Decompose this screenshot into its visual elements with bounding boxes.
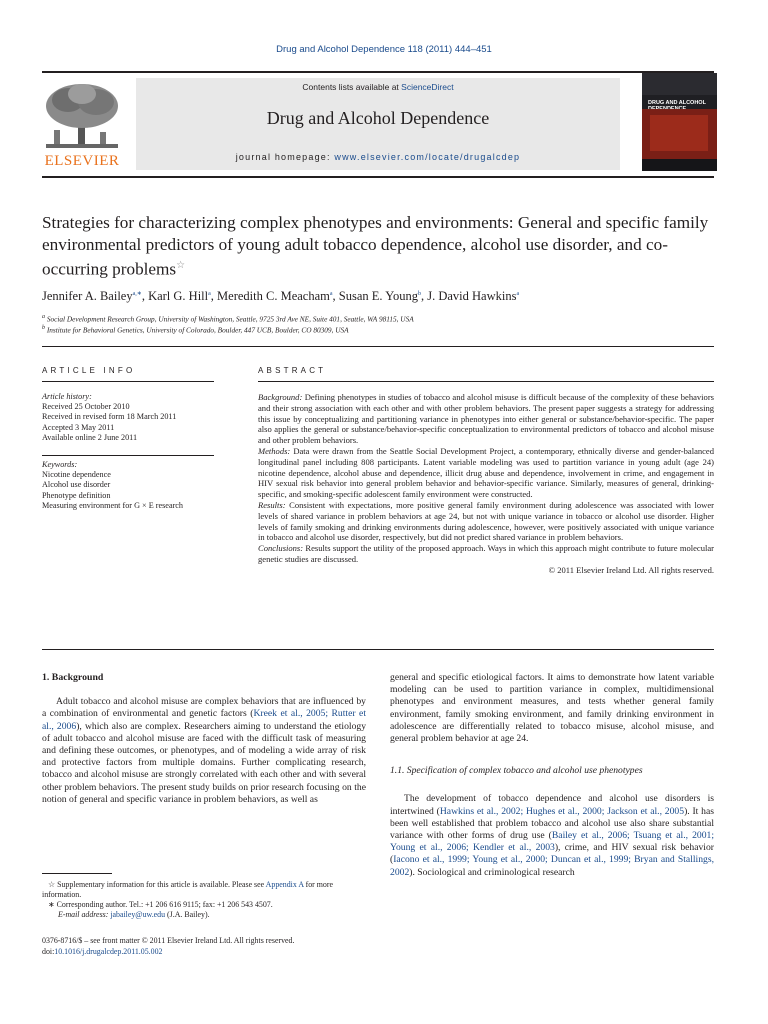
footnote-supplementary: ☆ Supplementary information for this article is available. Please see Appendix A for more information. xyxy=(42,880,333,899)
citation-link[interactable]: Hawkins et al., 2002; Hughes et al., 2000; Jackson et al., 2005 xyxy=(439,805,685,817)
author-separator: , xyxy=(141,289,149,303)
doi-link[interactable]: 10.1016/j.drugalcdep.2011.05.002 xyxy=(54,947,163,956)
cover-art-icon xyxy=(642,73,717,171)
footnote-email: E-mail address: jabailey@uw.edu (J.A. Bailey). xyxy=(58,910,210,919)
abstract-rule-bottom xyxy=(42,649,714,650)
journal-cover-image xyxy=(642,73,717,171)
footnote-rule xyxy=(42,873,112,874)
author-separator: , xyxy=(210,289,218,303)
journal-citation[interactable]: Drug and Alcohol Dependence 118 (2011) 444–451 xyxy=(276,44,492,55)
author-affiliation-mark[interactable]: b xyxy=(417,290,421,297)
abstract-conclusions: Conclusions: Results support the utility of the proposed approach. Ways in which this approach might contribute to future molecular genetic studies are discussed. xyxy=(258,543,714,564)
author-affiliation-mark[interactable]: a,∗ xyxy=(132,290,142,297)
abstract-body xyxy=(258,392,714,576)
history-item: Available online 2 June 2011 xyxy=(42,432,138,442)
abstract-copyright: © 2011 Elsevier Ireland Ltd. All rights reserved. xyxy=(548,564,714,575)
cover-title: DRUG AND ALCOHOL xyxy=(648,100,706,106)
abstract-background: Background: Defining phenotypes in studies of tobacco and alcohol misuse is difficult because of the complexity of these behaviors and their strong association with each other and with other problem behaviors. The present paper suggests a strategy for addressing this issue by conceptualizing and partitioning variance in phenotypes into either general or substance/behavior-specific. The paper also applies the general or substance/behavior-specific conceptualization to environmental predictors of tobacco and alcohol misuse and other problem behaviors. xyxy=(258,392,714,446)
info-rule-mid xyxy=(42,455,214,456)
author-name: Karl G. Hill xyxy=(148,289,209,303)
email-link[interactable]: jabailey@uw.edu xyxy=(110,910,166,919)
article-history: Article history: Received 25 October 2010 Received in revised form 18 March 2011 Accepted 3 May 2011 Available online 2 June 2011 xyxy=(42,392,212,443)
contents-line: Contents lists available at ScienceDirect xyxy=(302,82,454,92)
section-heading-phenotypes: 1.1. Specification of complex tobacco and alcohol use phenotypes xyxy=(390,765,643,777)
abstract-methods: Methods: Data were drawn from the Seattle Social Development Project, a contemporary, ethnically diverse and gender-balanced longitudinal panel including 808 participants. Latent variable modeling was used to partition variance in young adult (age 24) nicotine dependence, alcohol abuse and dependence, illicit drug abuse and dependence, involvement in crime, and engagement in HIV sexual risk behavior into general problem behavior and behavior-specific variance. Similarly, measures of general, drinking-specific, and smoking-specific adolescent family environment were constructed. xyxy=(258,445,714,500)
tree-icon xyxy=(40,80,124,152)
keyword-item: Phenotype definition xyxy=(42,490,111,500)
footnotes xyxy=(42,880,372,920)
section-heading-background: 1. Background xyxy=(42,672,104,683)
abstract-heading: ABSTRACT xyxy=(258,366,327,375)
keyword-item: Measuring environment for G × E research xyxy=(42,500,184,510)
footnote-corresponding: ∗ Corresponding author. Tel.: +1 206 616 9115; fax: +1 206 543 4507. xyxy=(48,900,273,909)
paragraph-3: The development of tobacco dependence and alcohol use disorders is intertwined (Hawkins et al., 2002; Hughes et al., 2000; Jackson et al., 2005). It has been well established that problem tobacco and alcohol use also share substantial variance with other forms of drug use (Bailey et al., 2006; Tsuang et al., 2001; Young et al., 2006; Kendler et al., 2003), crime, and HIV sexual risk behavior (Iacono et al., 1999; Young et al., 2000; Duncan et al., 1999; Bryan and Stallings, 2002). Sociological and criminological research xyxy=(390,793,714,878)
history-item: Received in revised form 18 March 2011 xyxy=(42,412,177,422)
elsevier-logo xyxy=(40,80,124,170)
history-item: Received 25 October 2010 xyxy=(42,402,130,412)
appendix-link[interactable]: Appendix A xyxy=(265,880,304,889)
header-bottom-rule xyxy=(42,176,714,178)
journal-title: Drug and Alcohol Dependence xyxy=(266,108,490,128)
author-name: Susan E. Young xyxy=(338,289,418,303)
header-rule xyxy=(42,71,714,73)
citation-link[interactable]: Kreek et al., 2005; Rutter et al., 2006 xyxy=(42,708,367,732)
article-title: Strategies for characterizing complex phenotypes and environments: General and specific family environmental predictors of young adult tobacco dependence, alcohol use disorder, and co-occurring problems☆ xyxy=(42,213,709,279)
keywords: Keywords: Nicotine dependence Alcohol use disorder Phenotype definition Measuring environment for G × E research xyxy=(42,460,212,511)
sciencedirect-link[interactable]: ScienceDirect xyxy=(401,82,454,92)
paragraph-1: Adult tobacco and alcohol misuse are complex behaviors that are influenced by a combination of environmental and genetic factors (Kreek et al., 2005; Rutter et al., 2006), which also are complex. Researchers aiming to understand the etiology of adult tobacco and alcohol misuse are faced with the difficult task of measuring and defining these outcomes, or phenotypes, and of modeling a wide array of risk and protective factors from multiple domains. Further complicating research, tobacco and alcohol misuse are strongly correlated with each other and with several other problem behaviors. The present study builds on prior research focusing on the notion of general and specific variance in problem behaviors, as well as xyxy=(42,696,367,805)
author-name: J. David Hawkins xyxy=(427,289,517,303)
abstract-rule-top xyxy=(258,381,714,382)
citation-link[interactable]: Bailey et al., 2006; Tsuang et al., 2001; Young et al., 2006; Kendler et al., 2003 xyxy=(390,830,714,854)
author-affiliation-mark[interactable]: a xyxy=(208,290,211,297)
paragraph-2: general and specific etiological factors. It aims to demonstrate how latent variable modeling can be used to partition variance in complex, multidimensional phenotypes and environment measures, and tests whether general family environment, family smoking environment, and family drinking environment in adolescence are differentially related to tobacco misuse, alcohol misuse, and general problem behavior at age 24. xyxy=(390,672,714,745)
journal-homepage: journal homepage: www.elsevier.com/locate/drugalcdep xyxy=(235,152,521,162)
author-separator: , xyxy=(332,289,339,303)
left-column xyxy=(42,672,366,806)
author-name: Meredith C. Meacham xyxy=(217,289,330,303)
homepage-link[interactable]: www.elsevier.com/locate/drugalcdep xyxy=(334,152,521,162)
doi-line: doi:10.1016/j.drugalcdep.2011.05.002 xyxy=(42,947,163,956)
history-item: Accepted 3 May 2011 xyxy=(42,422,115,432)
article-info-heading: ARTICLE INFO xyxy=(42,366,136,375)
author-affiliation-mark[interactable]: a xyxy=(329,290,333,297)
author-affiliation-mark[interactable]: a xyxy=(516,290,520,297)
info-rule-top xyxy=(42,381,214,382)
author-name: Jennifer A. Bailey xyxy=(42,289,133,303)
affiliation-a: $^a$ Social Development Research Group, University of Washington, Seattle, 9725 3rd Ave NE, Suite 401, Seattle, WA 98115, USA xyxy=(42,314,414,324)
affiliation-b: $^b$ Institute for Behavioral Genetics, University of Colorado, Boulder, 447 UCB, Boulder, CO 80309, USA xyxy=(42,325,349,335)
author-list xyxy=(42,289,722,304)
publisher-logo-text: ELSEVIER xyxy=(44,153,120,169)
affiliation-rule xyxy=(42,346,714,347)
issn-line: 0376-8716/$ – see front matter © 2011 Elsevier Ireland Ltd. All rights reserved. doi:10.1016/j.drugalcdep.2011.05.002 xyxy=(42,935,372,957)
author-separator: , xyxy=(420,289,428,303)
citation-link[interactable]: Iacono et al., 1999; Young et al., 2000; Duncan et al., 1999; Bryan and Stallings, 2002 xyxy=(390,854,714,878)
keyword-item: Nicotine dependence xyxy=(42,470,111,480)
right-column xyxy=(390,672,714,879)
keyword-item: Alcohol use disorder xyxy=(42,480,111,490)
abstract-results: Results: Consistent with expectations, more positive general family environment during adolescence was associated with lower levels of shared variance in problem behaviors at age 24, but not with unique variance in tobacco or alcohol use disorder. Higher levels of family smoking and drinking environments during adolescence, however, were positively associated with unique variance in tobacco and alcohol use disorder, respectively, but did not predict shared variance in problem behaviors. xyxy=(258,499,714,543)
title-star-icon[interactable]: ☆ xyxy=(176,260,186,271)
